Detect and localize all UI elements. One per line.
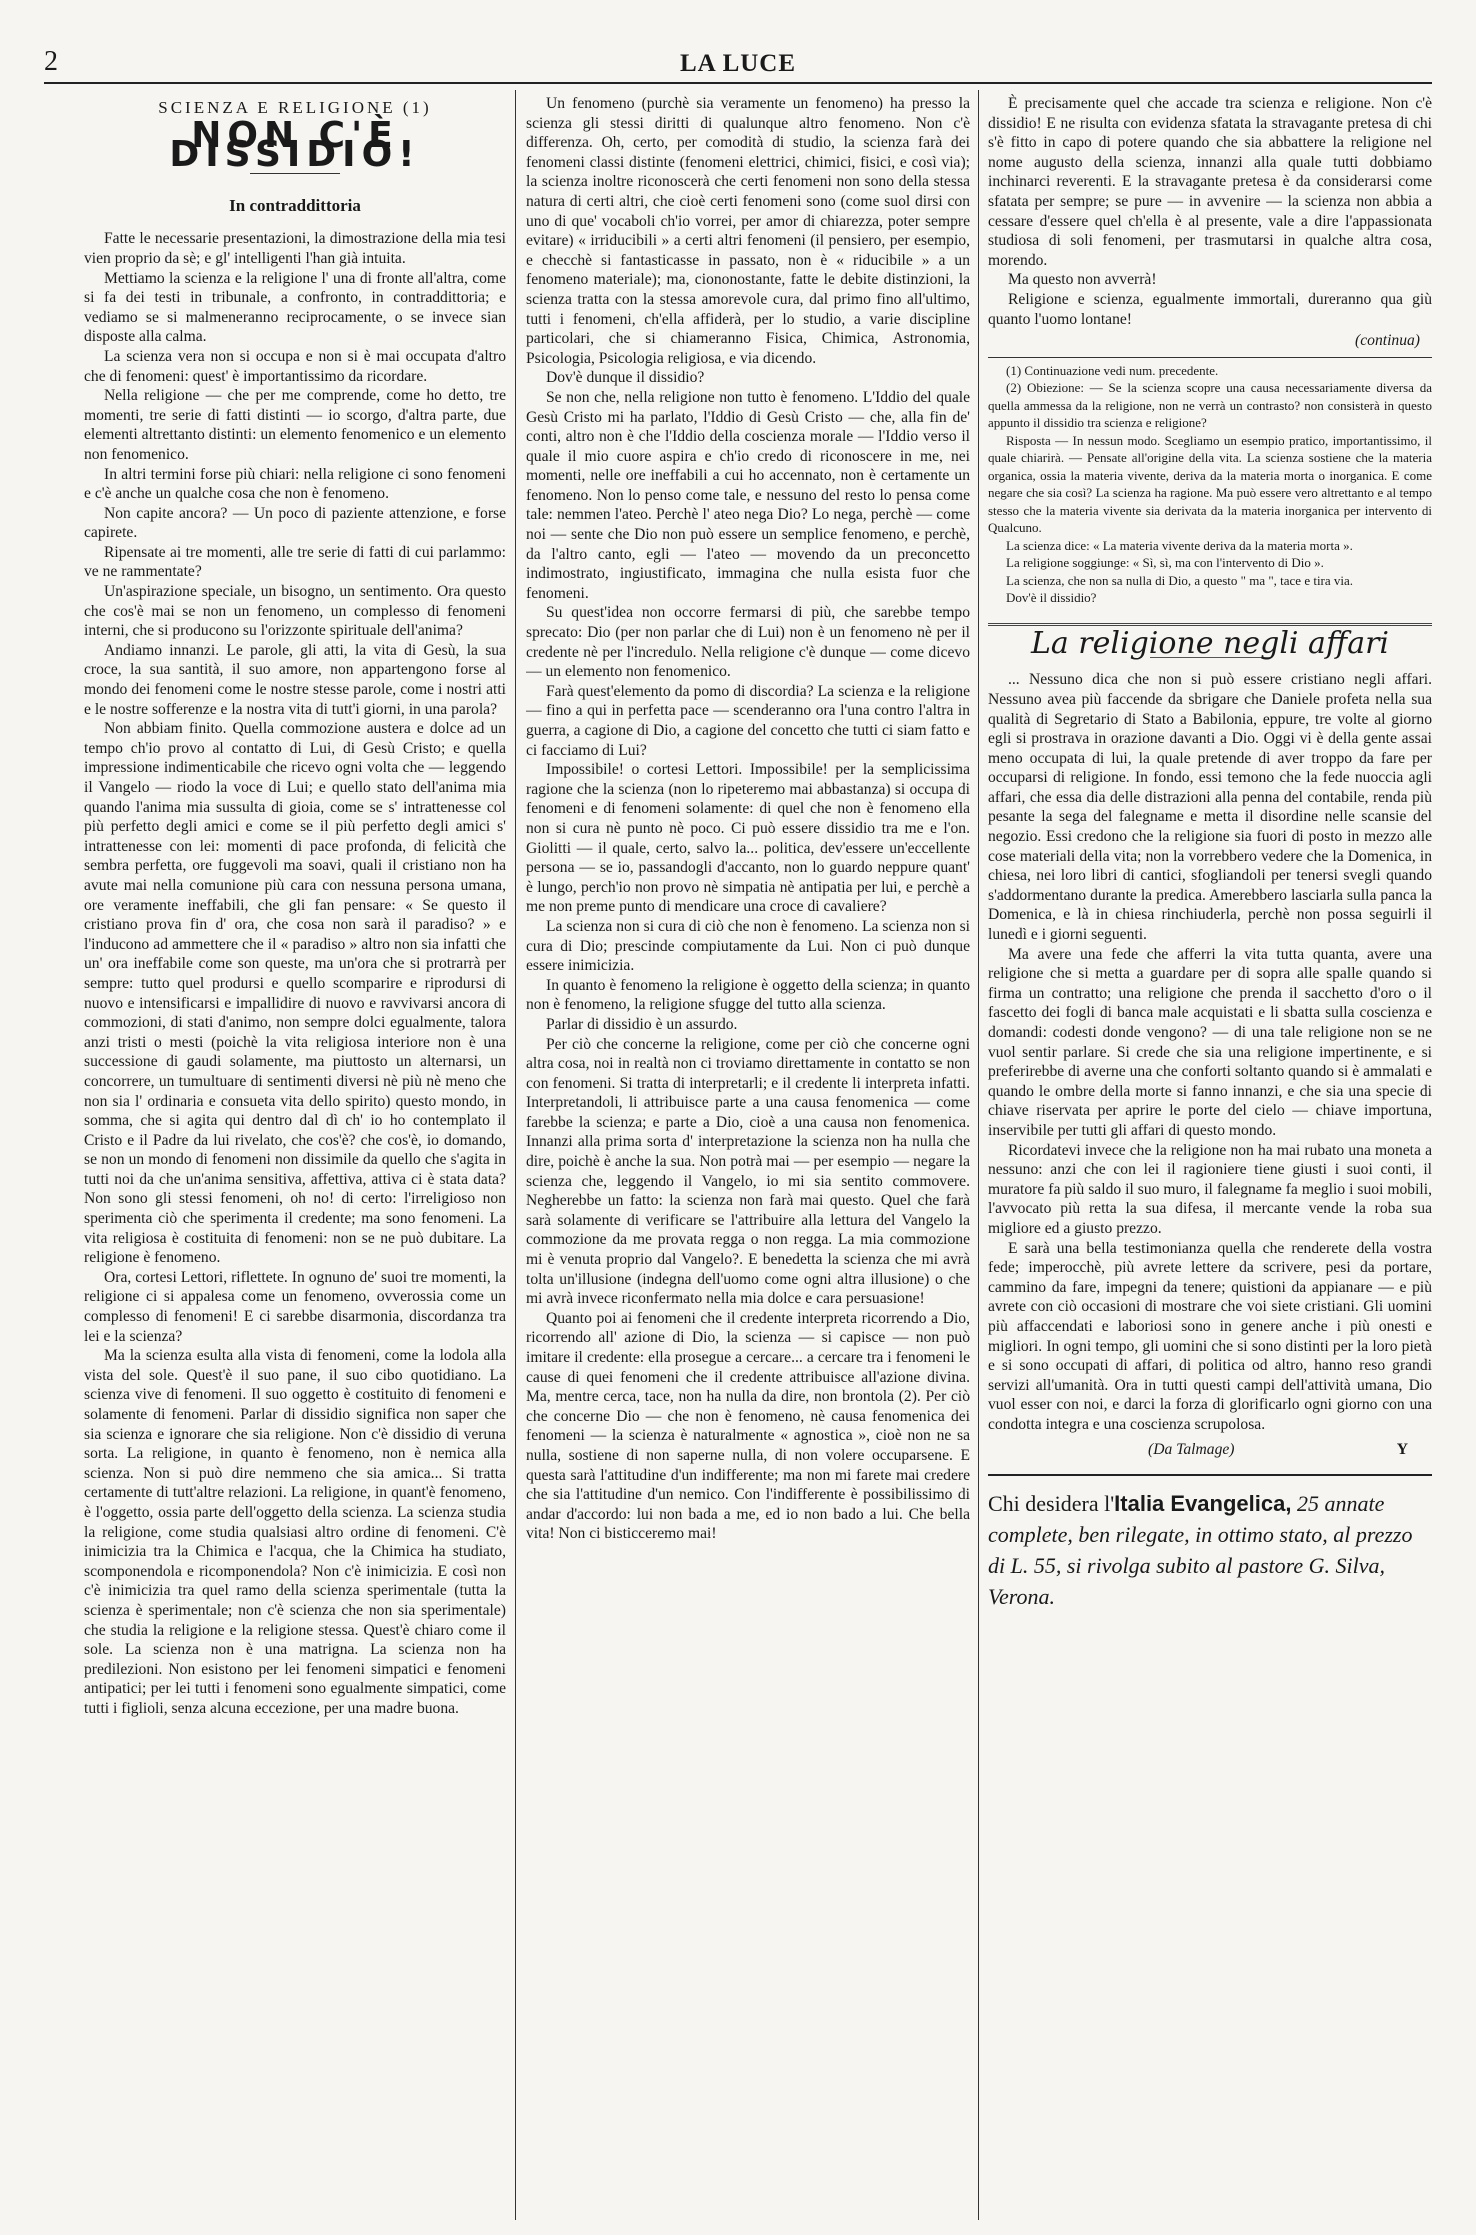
footnote: (1) Continuazione vedi num. precedente. (1006, 362, 1219, 378)
paragraph: Impossibile! o cortesi Lettori. Impossibile! per la semplicissima ragione che la scienza (non lo ripeteremo mai abbastanza) si occupa di fenomeni e di fenomeni solamente: di quel che non è fenomeno ella non si cura nè punto nè poco. Ci può essere dissidio tra me e l'on. Giolitti — il quale, certo, salvo la... politica, dev'essere un'eccellente persona — se io, passandogli d'accanto, non lo guardo neppure quant' è lungo, perch'io non provo nè simpatia nè antipatia per lui, e perchè a me non preme punto di mendicare una croce di cavaliere? (526, 761, 970, 916)
paragraph: La scienza vera non si occupa e non si è mai occupata d'altro che di fenomeni: quest' è importantissimo da ricordare. (84, 347, 506, 385)
article2-title: La religione negli affari (1030, 625, 1390, 661)
paragraph: Nella religione — che per me comprende, come ho detto, tre momenti, tre serie di fatti distinti — io scorgo, d'altra parte, due elementi altrettanto distinti: un elemento fenomenico e un elemento non fenomenico. (84, 387, 506, 463)
paragraph: ... Nessuno dica che non si può essere cristiano negli affari. Nessuno avea più faccende da sbrigare che Daniele profeta nella sua qualità di Segretario di Stato a Babilonia, eppure, tre volte al giorno egli si prostrava in orazione davanti a Dio. Oggi vi è della gente assai meno occupata di lui, la quale pretende di aver troppo da fare per occuparsi di religione. In fondo, essi temono che la fede nuoccia agli affari, che essa dia delle distrazioni alla penna del contabile, renda più pesante la sega del falegname e metta il disordine nelle scansie del negozio. Essi credono che la religione sia fuori di posto in mezzo alle cose materiali della vita; non la vorrebbero vedere che la Domenica, in chiesa, nei loro libri di cantici, sfogliandoli per tenersi svegli quando s'addormentano durante la predica. Amerebbero lasciarla sulla panca la Domenica, e là in chiesa rinchiuderla, perchè non possa seguirli il lunedì e i giorni seguenti. (988, 671, 1432, 944)
ad-brand: Italia Evangelica, (1114, 1491, 1292, 1517)
article-subhead: In contraddittoria (229, 195, 361, 215)
footnote: La scienza, che non sa nulla di Dio, a questo " ma ", tace e tira via. (1006, 572, 1354, 588)
signature: Y (1396, 1441, 1408, 1459)
source-label: (Da Talmage) (1148, 1441, 1235, 1459)
paragraph: Ora, cortesi Lettori, riflettete. In ognuno de' suoi tre momenti, la religione ci si appalesa come un fenomeno, ovverossia come un complesso di fenomeni! E ci sarebbe disarmonia, discordanza tra lei e la scienza? (84, 1268, 506, 1345)
paragraph: Fatte le necessarie presentazioni, la dimostrazione della mia tesi vien proprio da sè; e gl' intelligenti l'han già intuita. (84, 230, 506, 267)
paragraph: Se non che, nella religione non tutto è fenomeno. L'Iddio del quale Gesù Cristo mi ha parlato, l'Iddio di Gesù Cristo — che, alla fin de' conti, altro non è che l'Iddio della coscienza morale — l'Iddio verso il quale il mio cuore aspira e ch'io credo di riconoscere in me, nei momenti, nelle ore ineffabili a cui ho accennato, non è certamente un fenomeno. Non lo penso come tale, e nessuno del resto lo pensa come tale: nemmen l'ateo. Perchè l' ateo nega Dio? Lo nega, perchè — come noi — sente che Dio non può essere un semplice fenomeno, e perchè, da l'altro canto, egli — l'ateo — movendo da un preconcetto indimostrato, ingiustificato, immagina che nulla esista fuor che fenomeni. (526, 388, 970, 602)
paragraph: Ricordatevi invece che la religione non ha mai rubato una moneta a nessuno: anzi che con lei il ragioniere tiene giusti i suoi conti, il muratore fa più saldo il suo muro, il falegname fa meglio i suoi mobili, l'avvocato più retta la sua difesa, il mercante vende la roba sua migliore ed a giusto prezzo. (988, 1141, 1432, 1237)
paragraph: Ripensate ai tre momenti, alle tre serie di fatti di cui parlammo: ve ne rammentate? (84, 543, 506, 581)
paragraph: Quanto poi ai fenomeni che il credente interpreta ricorrendo a Dio, ricorrendo all' azione di Dio, la scienza — si capisce — non può imitare il credente: ella prosegue a cercare... a cercare tra i fenomeni le cause di quei fenomeni che il credente attribuisce all'azione divina. Ma, mentre cerca, tace, non ha nulla da dire, non brontola (2). Per ciò che concerne Dio — che non è fenomeno, nè causa fenomenica dei fenomeni — la scienza è naturalmente « agnostica », cioè non ne sa nulla, sostiene di non saperne nulla, di non volere occuparsene. E questa sarà l'attitudine d'un indifferente; ma non mi farete mai credere che sia l'attitudine d'un nemico. Con l'indifferente è possibilissimo di andar d'accordo: lui non bada a me, ed io non bado a lui. Che bella vita! Non ci bisticceremo mai! (526, 1309, 970, 1543)
footnote: Dov'è il dissidio? (1006, 590, 1097, 606)
paragraph: Ma questo non avverrà! (1008, 271, 1157, 289)
footnotes (988, 357, 1432, 607)
paragraph: Non capite ancora? — Un poco di paziente attenzione, e forse capirete. (84, 504, 506, 542)
paragraph: Dov'è dunque il dissidio? (546, 369, 705, 387)
paragraph: Andiamo innanzi. Le parole, gli atti, la vita di Gesù, la sua croce, la sua santità, il suo amore, non appartengono forse al mondo dei fenomeni come le nostre stesse parole, come i nostri atti e le nostre sofferenze e la nostra vita di tutt'i giorni, in una parola? (84, 641, 506, 718)
footnote: La religione soggiunge: « Sì, sì, ma con l'intervento di Dio ». (1006, 555, 1324, 571)
paragraph: Religione e scienza, egualmente immortali, dureranno qua giù quanto l'uomo lontane! (988, 290, 1432, 328)
wavy-separator (988, 615, 1432, 626)
paragraph: Su quest'idea non occorre fermarsi di più, che sarebbe tempo sprecato: Dio (per non parlar che di Lui) non è un fenomeno nè per il credente nè per l'incredulo. Nella religione c'è dunque — come dicevo — un elemento non fenomenico. (526, 604, 970, 681)
footnote: (2) Obiezione: — Se la scienza scopre una causa necessariamente diversa da quella ammessa da la religione, non ne verrà un contrasto? non consisterà in questo appunto il dissidio tra scienza e religione? (988, 380, 1432, 431)
column-2 (526, 94, 970, 2219)
paragraph: Non abbiam finito. Quella commozione austera e dolce ad un tempo ch'io provo al contatto di Lui, di Gesù Cristo; e quella impressione indimenticabile che ricevo ogni volta che — leggendo il Vangelo — riodo la voce di Lui; e quello stato dell'anima mia quando l'anima mia sussulta di gioia, come se s' intrattenesse col più perfetto degli amici e come se il più perfetto degli amici s' intrattenesse con lei: momenti di pace profonda, di felicità che sembra perfetta, ore fuggevoli ma soavi, quali il cristiano non ha avute mai nella comunione più cara con nessuna persona umana, ore veramente ineffabili, che gli fan pensare: « Se questo il cristiano prova fin d' ora, che cosa non sarà il paradiso? » e l'inducono ad ammettere che il « paradiso » altro non sia infatti che un' ora ineffabile come son queste, ma un'ora che si protrarrà per sempre: tutto quel prodursi e quello scomparire e riprodursi di nuovo e intensificarsi e impallidire di nuovo e ravvivarsi ancora di commozioni, di stati d'animo, non sempre dolci egualmente, talora anzi tristi o mesti (poichè la vita religiosa interiore non è una successione di gaudi solamente, ma piuttosto un alternarsi, un concorrere, un tumultuare di sentimenti diversi nè più nè meno che non sia l' ordinaria e consueta vita dello spirito) questo mondo, in somma, che si agita qui dentro dal dì ch' io ho contemplato il Cristo e il Padre da lui rivelato, che cos'è? che cos'è, io domando, se non un mondo di fenomeni non dissimile da quello che s'agita in tutti noi da che un'anima sensitiva, affettiva, attiva ci è stata data? Non sono gli stessi fenomeni, oh no! di certo: l'irreligioso non sperimenta ciò che sperimenta il credente; ma sono fenomeni. La vita religiosa è costituita di fenomeni: non se ne può dubitare. La religione è fenomeno. (84, 720, 506, 1267)
advertisement (988, 1474, 1432, 1612)
paragraph: Ma la scienza esulta alla vista di fenomeni, come la lodola alla vista del sole. Quest'è il suo pane, il suo cibo quotidiano. La scienza vive di fenomeni. Il suo oggetto è costituito di fenomeni e solamente di fenomeni. Parlar di dissidio significa non saper che sia scienza e ignorare che sia religione. Non c'è dissidio di veruna sorta. La religione, in quanto è fenomeno, non è nemica alla scienza. Non si può dire nemmeno che sia amica... Si tratta certamente di tutt'altre relazioni. La religione, in quant'è fenomeno, è l'oggetto, ossia parte dell'oggetto della scienza. La scienza studia la religione, come studia qualsiasi altro ordine di fenomeni. C'è inimicizia tra la Chimica e l'acqua, che la Chimica ha studiato, scomponendola e ricomponendola? Non c'è inimicizia. E così non c'è inimicizia tra quel ramo della scienza sperimentale (tutta la scienza è sperimentale; non c'è scienza che non sia sperimentale) che studia la religione e la religione stessa. Quest'è chiaro come il sole. La scienza non è una matrigna. La scienza non ha predilezioni. Non esistono per lei fenomeni simpatici e fenomeni antipatici; per lei tutti i fenomeni sono egualmente simpatici, come tutti i figlioli, senza alcuna eccezione, per una madre buona. (84, 1347, 506, 1717)
continua-label: (continua) (1355, 332, 1420, 350)
paragraph: In altri termini forse più chiari: nella religione ci sono fenomeni e c'è anche un qualche cosa che non è fenomeno. (84, 465, 506, 503)
paragraph: In quanto è fenomeno la religione è oggetto della scienza; in quanto non è fenomeno, la religione sfugge del tutto alla scienza. (526, 976, 970, 1014)
article-body-part-1 (84, 229, 506, 1718)
paragraph: Ma avere una fede che afferri la vita tutta quanta, avere una religione che si metta a guardare per di sopra alle spalle quando si firma un contratto; una religione che prenda il sacchetto d'oro o il fascetto dei fogli di banca male acquistati e li sbatta sulla coscienza e domandi: codesti donde vengono? — di una tale religione non se ne vuol sentir parlare. Si crede che sia una religione impertinente, e si preferirebbe di averne una che conforti soltanto quando si è ammalati e quando le ombre della morte si fanno innanzi, e che sia una specie di chiave riservata per aprire le porte del cielo — chiave importuna, inservibile per tutti gli affari di questo mondo. (988, 945, 1432, 1139)
ad-text: 25 annate complete, ben rilegate, in ottimo stato, al prezzo di L. 55, si rivolga subito al pastore G. Silva, Verona. (988, 1491, 1413, 1610)
column-1 (84, 94, 506, 2219)
paragraph: Mettiamo la scienza e la religione l' una di fronte all'altra, come si fa dei testi in tribunale, a confronto, in contraddittoria; e vediamo se si malmeneranno reciprocamente, o se invece sian disposte alla calma. (84, 269, 506, 346)
paragraph: E sarà una bella testimonianza quella che renderete della vostra fede; imperocchè, più avrete lettere da scrivere, pesi da portare, cammino da fare, impegni da tenere; quistioni da appianare — e più avrete con ciò occasioni di mostrare che voi siete cristiani. Gli uomini più affaccendati e laboriosi sono in genere anche i più onesti e migliori. In ogni tempo, gli uomini che si sono distinti per la loro pietà e si sono occupati di affari, di politica od altro, hanno reso grandi servizi all'umanità. Ora in tutti questi campi dell'attività umana, Dio vuol esser con noi, e darci la forza di glorificarlo ogni giorno con una condotta integra e una coscienza scrupolosa. (988, 1239, 1432, 1433)
paragraph: Un fenomeno (purchè sia veramente un fenomeno) ha presso la scienza gli stessi diritti di qualunque altro fenomeno. Non c'è differenza. Oh, certo, per comodità di studio, la scienza farà dei fenomeni classi distinte (fenomeni elettrici, chimici, fisici, e così via); la scienza inoltre riconoscerà che certi fenomeni non sono della stessa natura di certi altri, che cioè certi fenomeni sono (come suol dirsi con uno di que' vocaboli ch'io vorrei, per amor di chiarezza, poter sempre evitare) « irriducibili » a certi altri fenomeni (il pensiero, per esempio, e checchè si fantasticasse in passato, non è « riducibile » a un fenomeno materiale); ma, ciononostante, fatte le debite distinzioni, la scienza tratta con la stessa amorevole cura, dal primo fino all'ultimo, tutti i fenomeni, ch'ella affiderà, per lo studio, a varie discipline particolari, che si chiameranno Fisica, Chimica, Astronomia, Psicologia, Psicologia religiosa, e via dicendo. (526, 95, 970, 367)
footnote: La scienza dice: « La materia vivente deriva da la materia morta ». (1006, 537, 1353, 553)
paragraph: Farà quest'elemento da pomo di discordia? La scienza e la religione — fino a qui in perfetta pace — scenderanno ora l'una contro l'altra in guerra, a cagione di Dio, a cagione del concetto che tutti ci siam fatto e ci facciamo di Lui? (526, 682, 970, 759)
column-rule-1 (515, 90, 516, 2220)
article-kicker: SCIENZA E RELIGIONE (1) (158, 98, 432, 117)
footnote: Risposta — In nessun modo. Scegliamo un esempio pratico, importantissimo, il quale chiarirà. — Pensate all'origine della vita. La scienza sostiene che la materia organica, ossia la materia vivente, deriva da la materia morta o inorganica. E come negare che sia così? La scienza ha ragione. Ma può essere vero altrettanto e al tempo stesso che la materia vivente sia derivata da la materia inorganica per intervento di Qualcuno. (988, 432, 1432, 536)
paragraph: La scienza non si cura di ciò che non è fenomeno. La scienza non si cura di Dio; prescinde compiutamente da Lui. Non ci può dunque essere inimicizia. (526, 917, 970, 975)
column-rule-2 (978, 90, 979, 2220)
page-number: 2 (44, 46, 58, 77)
ad-prefix: Chi desidera l' (988, 1491, 1115, 1517)
paragraph: Parlar di dissidio è un assurdo. (546, 1015, 738, 1033)
masthead: LA LUCE (679, 50, 797, 77)
masthead-rule (44, 82, 1432, 84)
paragraph: È precisamente quel che accade tra scienza e religione. Non c'è dissidio! E ne risulta con evidenza sfatata la stravagante pretesa di chi s'è fitto in capo di potere quando che sia abbattere la religione nel nome augusto della scienza, innanzi alla quale tutti dobbiamo inchinarci reverenti. E la stravagante pretesa è da considerarsi come sfatata per sempre; se pure — in avvenire — la scienza non abbia a cessare d'essere quel ch'ella è al presente, vale a dire l'appassionata studiosa di soli fenomeni, per trasmutarsi in qualche altra cosa, morendo. (988, 95, 1432, 269)
paragraph: Un'aspirazione speciale, un bisogno, un sentimento. Ora questo che cos'è mai se non un fenomeno, un complesso di fenomeni interni, che si producono su l'orizzonte spirituale dell'anima? (84, 583, 506, 640)
column-3 (988, 94, 1432, 2219)
article-headline: NON C'È DISSIDIO! (169, 114, 421, 176)
paragraph: Per ciò che concerne la religione, come per ciò che concerne ogni altra cosa, noi in realtà non ci troviamo direttamente in contatto se non con fenomeni. Si tratta di interpretarli; e il credente li interpreta infatti. Interpretandoli, li attribuisce parte a una causa fenomenica — come farebbe la scienza; e parte a Dio, cioè a una causa non fenomenica. Innanzi alla prima sorta d' interpretazione la scienza non ha nulla che dire, poichè è anche la sua. Non potrà mai — per esempio — negare la scienza che, leggendo il Vangelo, io mi sia sentito commovere. Negherebbe un fatto: la scienza non farà mai questo. Quel che farà sarà solamente di verificare se l'attribuire alla lettura del Vangelo la commozione da me provata regga o non regga. La mia commozione mi è venuta proprio dal Vangelo?. E benedetta la scienza che mi avrà tolta un'illusione (indegna dell'uomo come ogni altra illusione) o che mi avrà invece riconfermato nella mia dolce e cara persuasione! (526, 1035, 970, 1308)
article2-attribution (988, 1434, 1432, 1466)
